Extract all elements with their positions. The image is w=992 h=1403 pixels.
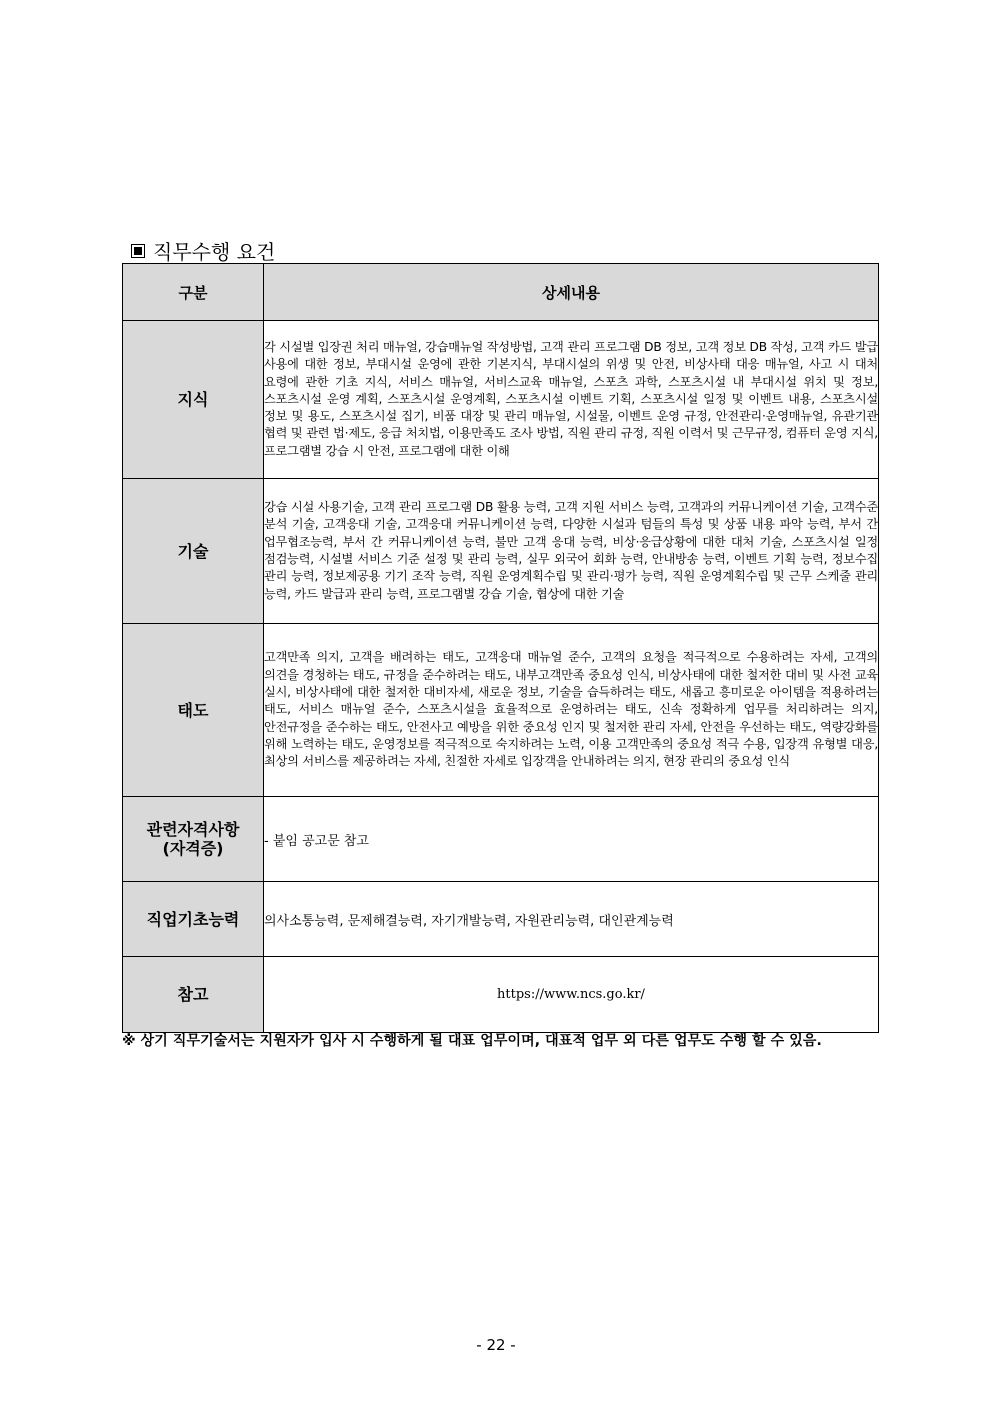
row-content-knowledge: 각 시설별 입장권 처리 매뉴얼, 강습매뉴얼 작성방법, 고객 관리 프로그램 DB 정보, 고객 정보 DB 작성, 고객 카드 발급 사용에 대한 정보, 부대시설 운영에 관한 기본지식, 부대시설의 위생 및 안전, 비상사태 대응 매뉴얼, 사고 시 대처 요령에 관한 기초 지식, 서비스 매뉴얼, 서비스교육 매뉴얼, 스포츠 과학, 스포츠시설 내 부대시설 위치 및 정보, 스포츠시설 운영 계획, 스포츠시설 운영계획, 스포츠시설 이벤트 기획, 스포츠시설 일정 및 이벤트 내용, 스포츠시설 정보 및 용도, 스포츠시설 집기, 비품 대장 및 관리 매뉴얼, 시설물, 이벤트 운영 규정, 안전관리·운영매뉴얼, 유관기관 협력 및 관련 법·제도, 응급 처치법, 이용만족도 조사 방법, 직원 관리 규정, 직원 이력서 및 근무규정, 컴퓨터 운영 지식, 프로그램별 강습 시 안전, 프로그램에 대한 이해: [264, 321, 879, 479]
reference-link[interactable]: https://www.ncs.go.kr/: [264, 957, 879, 1033]
filled-square-icon: [131, 244, 145, 258]
job-requirements-table: [122, 263, 879, 1033]
table-row-reference: [123, 957, 879, 1033]
row-label-reference: 참고: [123, 957, 264, 1033]
header-details: 상세내용: [264, 264, 879, 321]
table-row-skill: [123, 479, 879, 624]
page-number: - 22 -: [476, 1336, 516, 1354]
section-title-text: 직무수행 요건: [153, 240, 276, 264]
row-label-attitude: 태도: [123, 624, 264, 797]
row-content-basic-competency: 의사소통능력, 문제해결능력, 자기개발능력, 자원관리능력, 대인관계능력: [264, 882, 879, 957]
header-category: 구분: [123, 264, 264, 321]
row-content-certification: - 붙임 공고문 참고: [264, 797, 879, 882]
row-label-skill: 기술: [123, 479, 264, 624]
row-label-basic-competency: 직업기초능력: [123, 882, 264, 957]
table-row-certification: [123, 797, 879, 882]
row-label-certification-line1: 관련자격사항: [146, 820, 240, 839]
footnote: ※ 상기 직무기술서는 지원자가 입사 시 수행하게 될 대표 업무이며, 대표적 업무 외 다른 업무도 수행 할 수 있음.: [122, 1033, 822, 1049]
table-row-basic-competency: [123, 882, 879, 957]
table-row-knowledge: [123, 321, 879, 479]
row-label-certification: [123, 797, 264, 882]
row-label-certification-line2: (자격증): [162, 839, 224, 858]
section-title: [131, 236, 275, 265]
row-content-skill: 강습 시설 사용기술, 고객 관리 프로그램 DB 활용 능력, 고객 지원 서비스 능력, 고객과의 커뮤니케이션 기술, 고객수준 분석 기술, 고객응대 기술, 고객응대 커뮤니케이션 능력, 다양한 시설과 텀들의 특성 및 상품 내용 파악 능력, 부서 간 업무협조능력, 부서 간 커뮤니케이션 능력, 불만 고객 응대 능력, 비상·응급상황에 대한 대처 기술, 스포츠시설 일정 점검능력, 시설별 서비스 기준 설정 및 관리 능력, 실무 외국어 회화 능력, 안내방송 능력, 이벤트 기획 능력, 정보수집 관리 능력, 정보제공용 기기 조작 능력, 직원 운영계획수립 및 관리·평가 능력, 직원 운영계획수립 및 근무 스케줄 관리 능력, 카드 발급과 관리 능력, 프로그램별 강습 기술, 협상에 대한 기술: [264, 479, 879, 624]
table-header-row: [123, 264, 879, 321]
row-label-knowledge: 지식: [123, 321, 264, 479]
table-row-attitude: [123, 624, 879, 797]
row-content-attitude: 고객만족 의지, 고객을 배려하는 태도, 고객응대 매뉴얼 준수, 고객의 요청을 적극적으로 수용하려는 자세, 고객의 의견을 경청하는 태도, 규정을 준수하려는 태도, 내부고객만족 중요성 인식, 비상사태에 대한 철저한 대비 및 사전 교육 실시, 비상사태에 대한 철저한 대비자세, 새로운 정보, 기술을 습득하려는 태도, 새롭고 흥미로운 아이템을 적용하려는 태도, 서비스 매뉴얼 준수, 스포츠시설을 효율적으로 운영하려는 태도, 신속 정확하게 업무를 처리하려는 의지, 안전규정을 준수하는 태도, 안전사고 예방을 위한 중요성 인지 및 철저한 관리 자세, 안전을 우선하는 태도, 역량강화를 위해 노력하는 태도, 운영정보를 적극적으로 숙지하려는 노력, 이용 고객만족의 중요성 적극 수용, 입장객 유형별 대응, 최상의 서비스를 제공하려는 자세, 친절한 자세로 입장객을 안내하려는 의지, 현장 관리의 중요성 인식: [264, 624, 879, 797]
